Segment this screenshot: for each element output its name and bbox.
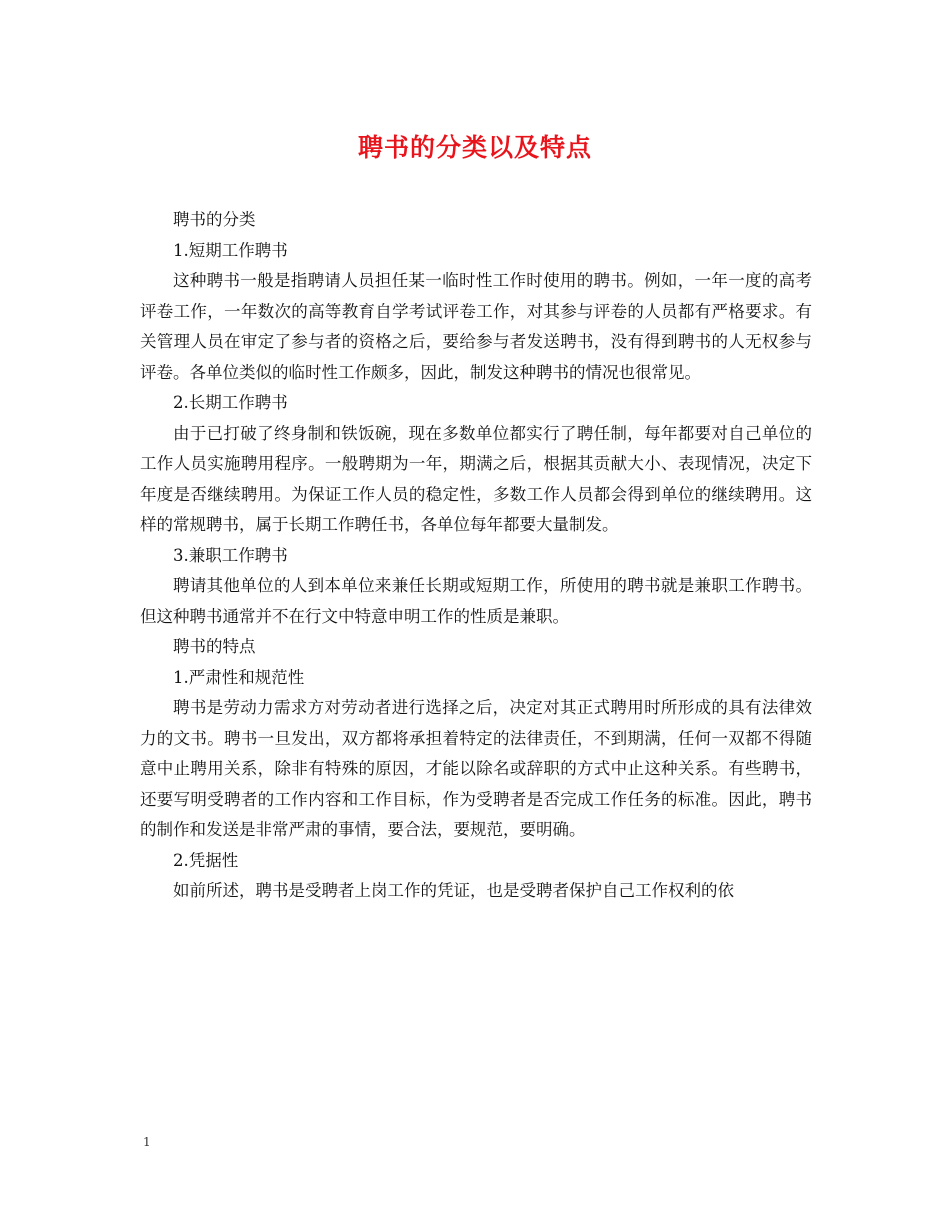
subheading-evidentiary: 2.凭据性 — [173, 850, 239, 870]
section-heading-features: 聘书的特点 — [173, 637, 256, 656]
paragraph-long-term: 由于已打破了终身制和铁饭碗，现在多数单位都实行了聘任制，每年都要对自己单位的工作人员实施聘用程序。一般聘期为一年，期满之后，根据其贡献大小、表现情况，决定下年度是否继续聘用。为保证工作人员的稳定性，多数工作人员都会得到单位的继续聘用。这样的常规聘书，属于长期工作聘任书，各单位每年都要大量制发。 — [140, 423, 812, 534]
subheading-part-time: 3.兼职工作聘书 — [173, 545, 288, 565]
document-body — [140, 205, 812, 907]
paragraph-seriousness: 聘书是劳动力需求方对劳动者进行选择之后，决定对其正式聘用时所形成的具有法律效力的文书。聘书一旦发出，双方都将承担着特定的法律责任，不到期满，任何一双都不得随意中止聘用关系，除非有特殊的原因，才能以除名或辞职的方式中止这种关系。有些聘书，还要写明受聘者的工作内容和工作目标，作为受聘者是否完成工作任务的标准。因此，聘书的制作和发送是非常严肃的事情，要合法，要规范，要明确。 — [140, 698, 812, 839]
subheading-seriousness: 1.严肃性和规范性 — [173, 667, 305, 687]
paragraph-evidentiary: 如前所述，聘书是受聘者上岗工作的凭证，也是受聘者保护自己工作权利的依 — [173, 881, 734, 900]
subheading-long-term: 2.长期工作聘书 — [173, 393, 288, 412]
document-title: 聘书的分类以及特点 — [357, 133, 592, 162]
paragraph-short-term: 这种聘书一般是指聘请人员担任某一临时性工作时使用的聘书。例如，一年一度的高考评卷工作，一年数次的高等教育自学考试评卷工作，对其参与评卷的人员都有严格要求。有关管理人员在审定了参与者的资格之后，要给参与者发送聘书，没有得到聘书的人无权参与评卷。各单位类似的临时性工作颇多，因此，制发这种聘书的情况也很常见。 — [140, 271, 812, 382]
page-number: 1 — [143, 1135, 151, 1149]
paragraph-part-time: 聘请其他单位的人到本单位来兼任长期或短期工作，所使用的聘书就是兼职工作聘书。但这种聘书通常并不在行文中特意申明工作的性质是兼职。 — [140, 576, 812, 626]
subheading-short-term: 1.短期工作聘书 — [173, 240, 288, 260]
section-heading-categories: 聘书的分类 — [173, 210, 256, 229]
